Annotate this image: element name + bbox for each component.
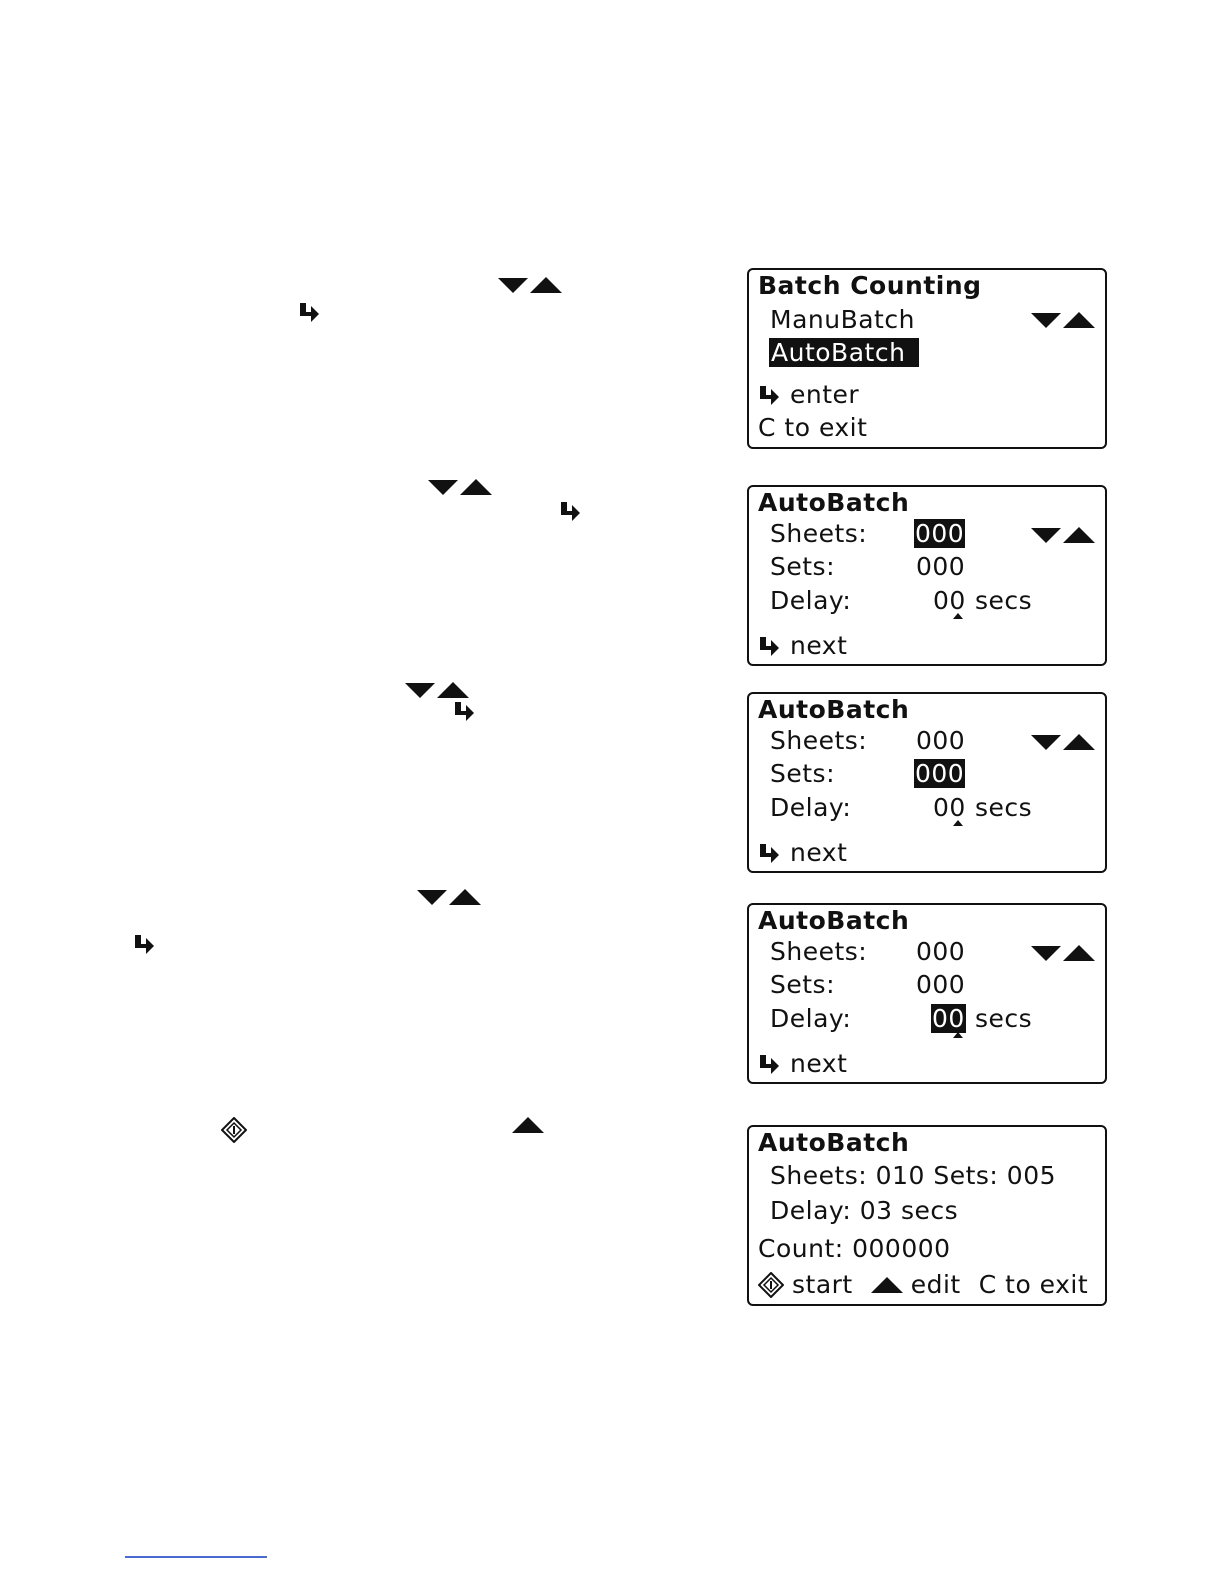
screen-title: AutoBatch	[758, 1128, 910, 1157]
sheets-value: 000	[916, 726, 966, 755]
lcd-autobatch-delay	[747, 903, 1107, 1084]
enter-arrow-icon	[133, 933, 155, 955]
delay-value: 00	[933, 793, 966, 822]
next-hint: next	[758, 1049, 847, 1079]
enter-arrow-icon	[559, 500, 581, 522]
lcd-batch-counting	[747, 268, 1107, 449]
next-hint: next	[758, 631, 847, 661]
delay-label: Delay:	[770, 793, 852, 822]
lcd-autobatch-summary	[747, 1125, 1107, 1306]
delay-label: Delay:	[770, 586, 852, 615]
edit-hint: edit	[910, 1270, 961, 1299]
down-triangle-icon	[1031, 313, 1061, 328]
start-diamond-icon	[221, 1117, 247, 1143]
option-manubatch: ManuBatch	[770, 305, 915, 334]
cursor-caret	[953, 1032, 963, 1038]
up-triangle-icon	[1063, 312, 1095, 328]
screen-title: AutoBatch	[758, 695, 910, 724]
enter-hint: enter	[758, 380, 859, 410]
down-triangle-icon	[1031, 946, 1061, 961]
enter-arrow-icon	[298, 301, 320, 323]
summary-delay: Delay: 03 secs	[770, 1196, 959, 1225]
start-hint: start	[792, 1270, 853, 1299]
down-triangle-icon	[417, 890, 447, 905]
screen-title: AutoBatch	[758, 488, 910, 517]
scroll-arrows	[1031, 527, 1095, 543]
down-triangle-icon	[1031, 735, 1061, 750]
sets-label: Sets:	[770, 759, 835, 788]
delay-label: Delay:	[770, 1004, 852, 1033]
sheets-label: Sheets:	[770, 519, 868, 548]
screen-title: AutoBatch	[758, 906, 910, 935]
enter-arrow-icon	[453, 700, 475, 722]
summary-sheets-sets: Sheets: 010 Sets: 005	[770, 1161, 1057, 1190]
instruction1-arrows	[498, 277, 562, 293]
enter-arrow-icon	[758, 635, 780, 657]
up-triangle-icon	[530, 277, 562, 293]
sets-value: 000	[916, 970, 966, 999]
lcd-autobatch-sets	[747, 692, 1107, 873]
option-autobatch-selected: AutoBatch	[769, 338, 919, 368]
delay-unit: secs	[975, 1004, 1033, 1033]
delay-unit: secs	[975, 793, 1033, 822]
cursor-caret	[953, 613, 963, 619]
cursor-caret	[953, 820, 963, 826]
delay-value: 00	[933, 586, 966, 615]
up-triangle-icon	[512, 1117, 544, 1137]
up-triangle-icon	[460, 479, 492, 495]
scroll-arrows	[1031, 312, 1095, 328]
exit-hint: C to exit	[758, 413, 868, 442]
up-triangle-icon	[1063, 734, 1095, 750]
down-triangle-icon	[428, 480, 458, 495]
sets-label: Sets:	[770, 970, 835, 999]
instruction2-arrows	[428, 479, 492, 495]
down-triangle-icon	[405, 683, 435, 698]
down-triangle-icon	[1031, 528, 1061, 543]
sheets-label: Sheets:	[770, 937, 868, 966]
up-triangle-icon	[1063, 527, 1095, 543]
instruction4-arrows	[417, 889, 481, 905]
footer-divider	[125, 1556, 267, 1558]
sheets-label: Sheets:	[770, 726, 868, 755]
scroll-arrows	[1031, 945, 1095, 961]
exit-hint: C to exit	[978, 1270, 1089, 1299]
up-triangle-icon	[449, 889, 481, 905]
up-triangle-icon	[871, 1277, 903, 1293]
sheets-value-selected: 000	[915, 519, 965, 548]
sets-value: 000	[916, 552, 966, 581]
enter-arrow-icon	[758, 384, 780, 406]
enter-arrow-icon	[758, 842, 780, 864]
sets-value-selected: 000	[915, 759, 965, 788]
lcd-autobatch-sheets	[747, 485, 1107, 666]
up-triangle-icon	[1063, 945, 1095, 961]
screen-title: Batch Counting	[758, 271, 982, 300]
scroll-arrows	[1031, 734, 1095, 750]
enter-arrow-icon	[758, 1053, 780, 1075]
delay-unit: secs	[975, 586, 1033, 615]
sheets-value: 000	[916, 937, 966, 966]
down-triangle-icon	[498, 278, 528, 293]
start-diamond-icon	[758, 1272, 784, 1298]
instruction3-arrows	[405, 682, 469, 698]
delay-value-selected: 00	[932, 1004, 965, 1033]
action-hints	[758, 1270, 1088, 1300]
count-display: Count: 000000	[758, 1234, 951, 1263]
next-hint: next	[758, 838, 847, 868]
up-triangle-icon	[437, 682, 469, 698]
sets-label: Sets:	[770, 552, 835, 581]
